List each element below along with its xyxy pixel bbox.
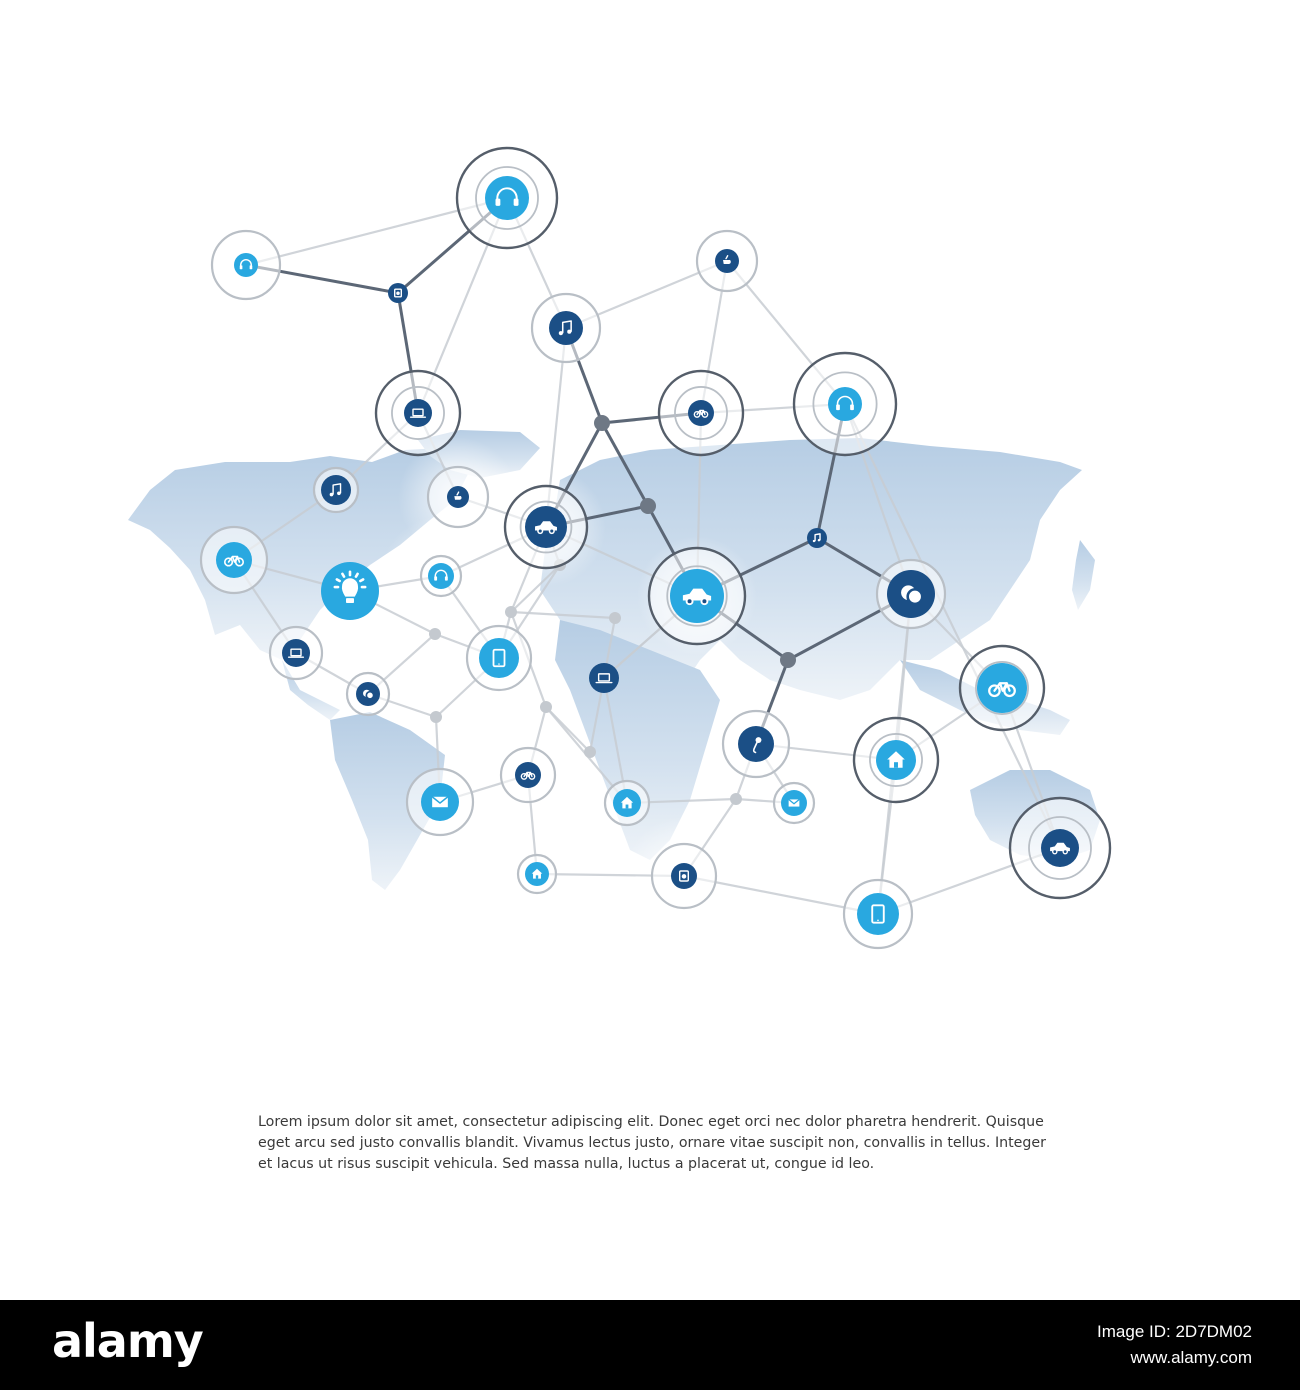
network-node: [407, 769, 473, 835]
node-disc: [479, 638, 519, 678]
network-node: [877, 560, 945, 628]
node-disc: [428, 563, 454, 589]
network-node: [854, 718, 938, 802]
network-junction: [429, 628, 441, 640]
network-node: [270, 627, 322, 679]
node-disc: [234, 253, 258, 277]
network-node: [421, 556, 461, 596]
stock-info: [1097, 1322, 1252, 1368]
network-node: [532, 294, 600, 362]
network-node: [605, 781, 649, 825]
network-node: [723, 711, 789, 777]
stock-footer: [0, 1300, 1300, 1390]
node-disc: [828, 387, 862, 421]
network-junction: [594, 415, 610, 431]
network-node: [212, 231, 280, 299]
network-junction: [780, 652, 796, 668]
node-disc: [857, 893, 899, 935]
site-url[interactable]: www.alamy.com: [1130, 1348, 1252, 1367]
network-node: [518, 855, 556, 893]
network-node: [1010, 798, 1110, 898]
network-junction: [430, 711, 442, 723]
network-junction: [505, 606, 517, 618]
network-node: [388, 283, 408, 303]
network-node: [794, 353, 896, 455]
node-disc: [321, 475, 351, 505]
network-node: [659, 371, 743, 455]
node-disc: [485, 176, 529, 220]
network-node: [589, 663, 619, 693]
network-node: [201, 527, 267, 593]
network-node: [960, 646, 1044, 730]
network-junction: [730, 793, 742, 805]
network-node: [807, 528, 827, 548]
network-node: [347, 673, 389, 715]
network-node: [428, 467, 488, 527]
network-node: [697, 231, 757, 291]
map-japan: [1072, 540, 1095, 610]
network-junction: [640, 498, 656, 514]
network-node: [457, 148, 557, 248]
image-id: Image ID: 2D7DM02: [1097, 1322, 1252, 1341]
alamy-logo[interactable]: alamy: [52, 1314, 203, 1368]
network-node: [376, 371, 460, 455]
mail-icon: [432, 797, 448, 807]
mail-icon: [789, 799, 800, 806]
network-node: [501, 748, 555, 802]
caption-text: Lorem ipsum dolor sit amet, consectetur adipiscing elit. Donec eget orci nec dolor pharetra hendrerit. Quisque eget arcu sed justo convallis blandit. Vivamus lectus justo, ornare vitae suscipit non, convallis in tellus. Integer et lacus ut risus suscipit vehicula. Sed massa nulla, luctus a placerat ut, congue id leo.: [258, 1114, 1046, 1172]
node-disc: [807, 528, 827, 548]
network-node: [314, 468, 358, 512]
node-disc: [549, 311, 583, 345]
node-disc: [404, 399, 432, 427]
network-node: [649, 548, 745, 644]
network-node: [467, 626, 531, 690]
network-junction: [540, 701, 552, 713]
network-node: [844, 880, 912, 948]
network-junction: [609, 612, 621, 624]
node-disc: [589, 663, 619, 693]
network-node: [321, 562, 379, 620]
network-node: [774, 783, 814, 823]
network-junction: [584, 746, 596, 758]
network-node: [652, 844, 716, 908]
node-disc: [282, 639, 310, 667]
network-node: [505, 486, 587, 568]
